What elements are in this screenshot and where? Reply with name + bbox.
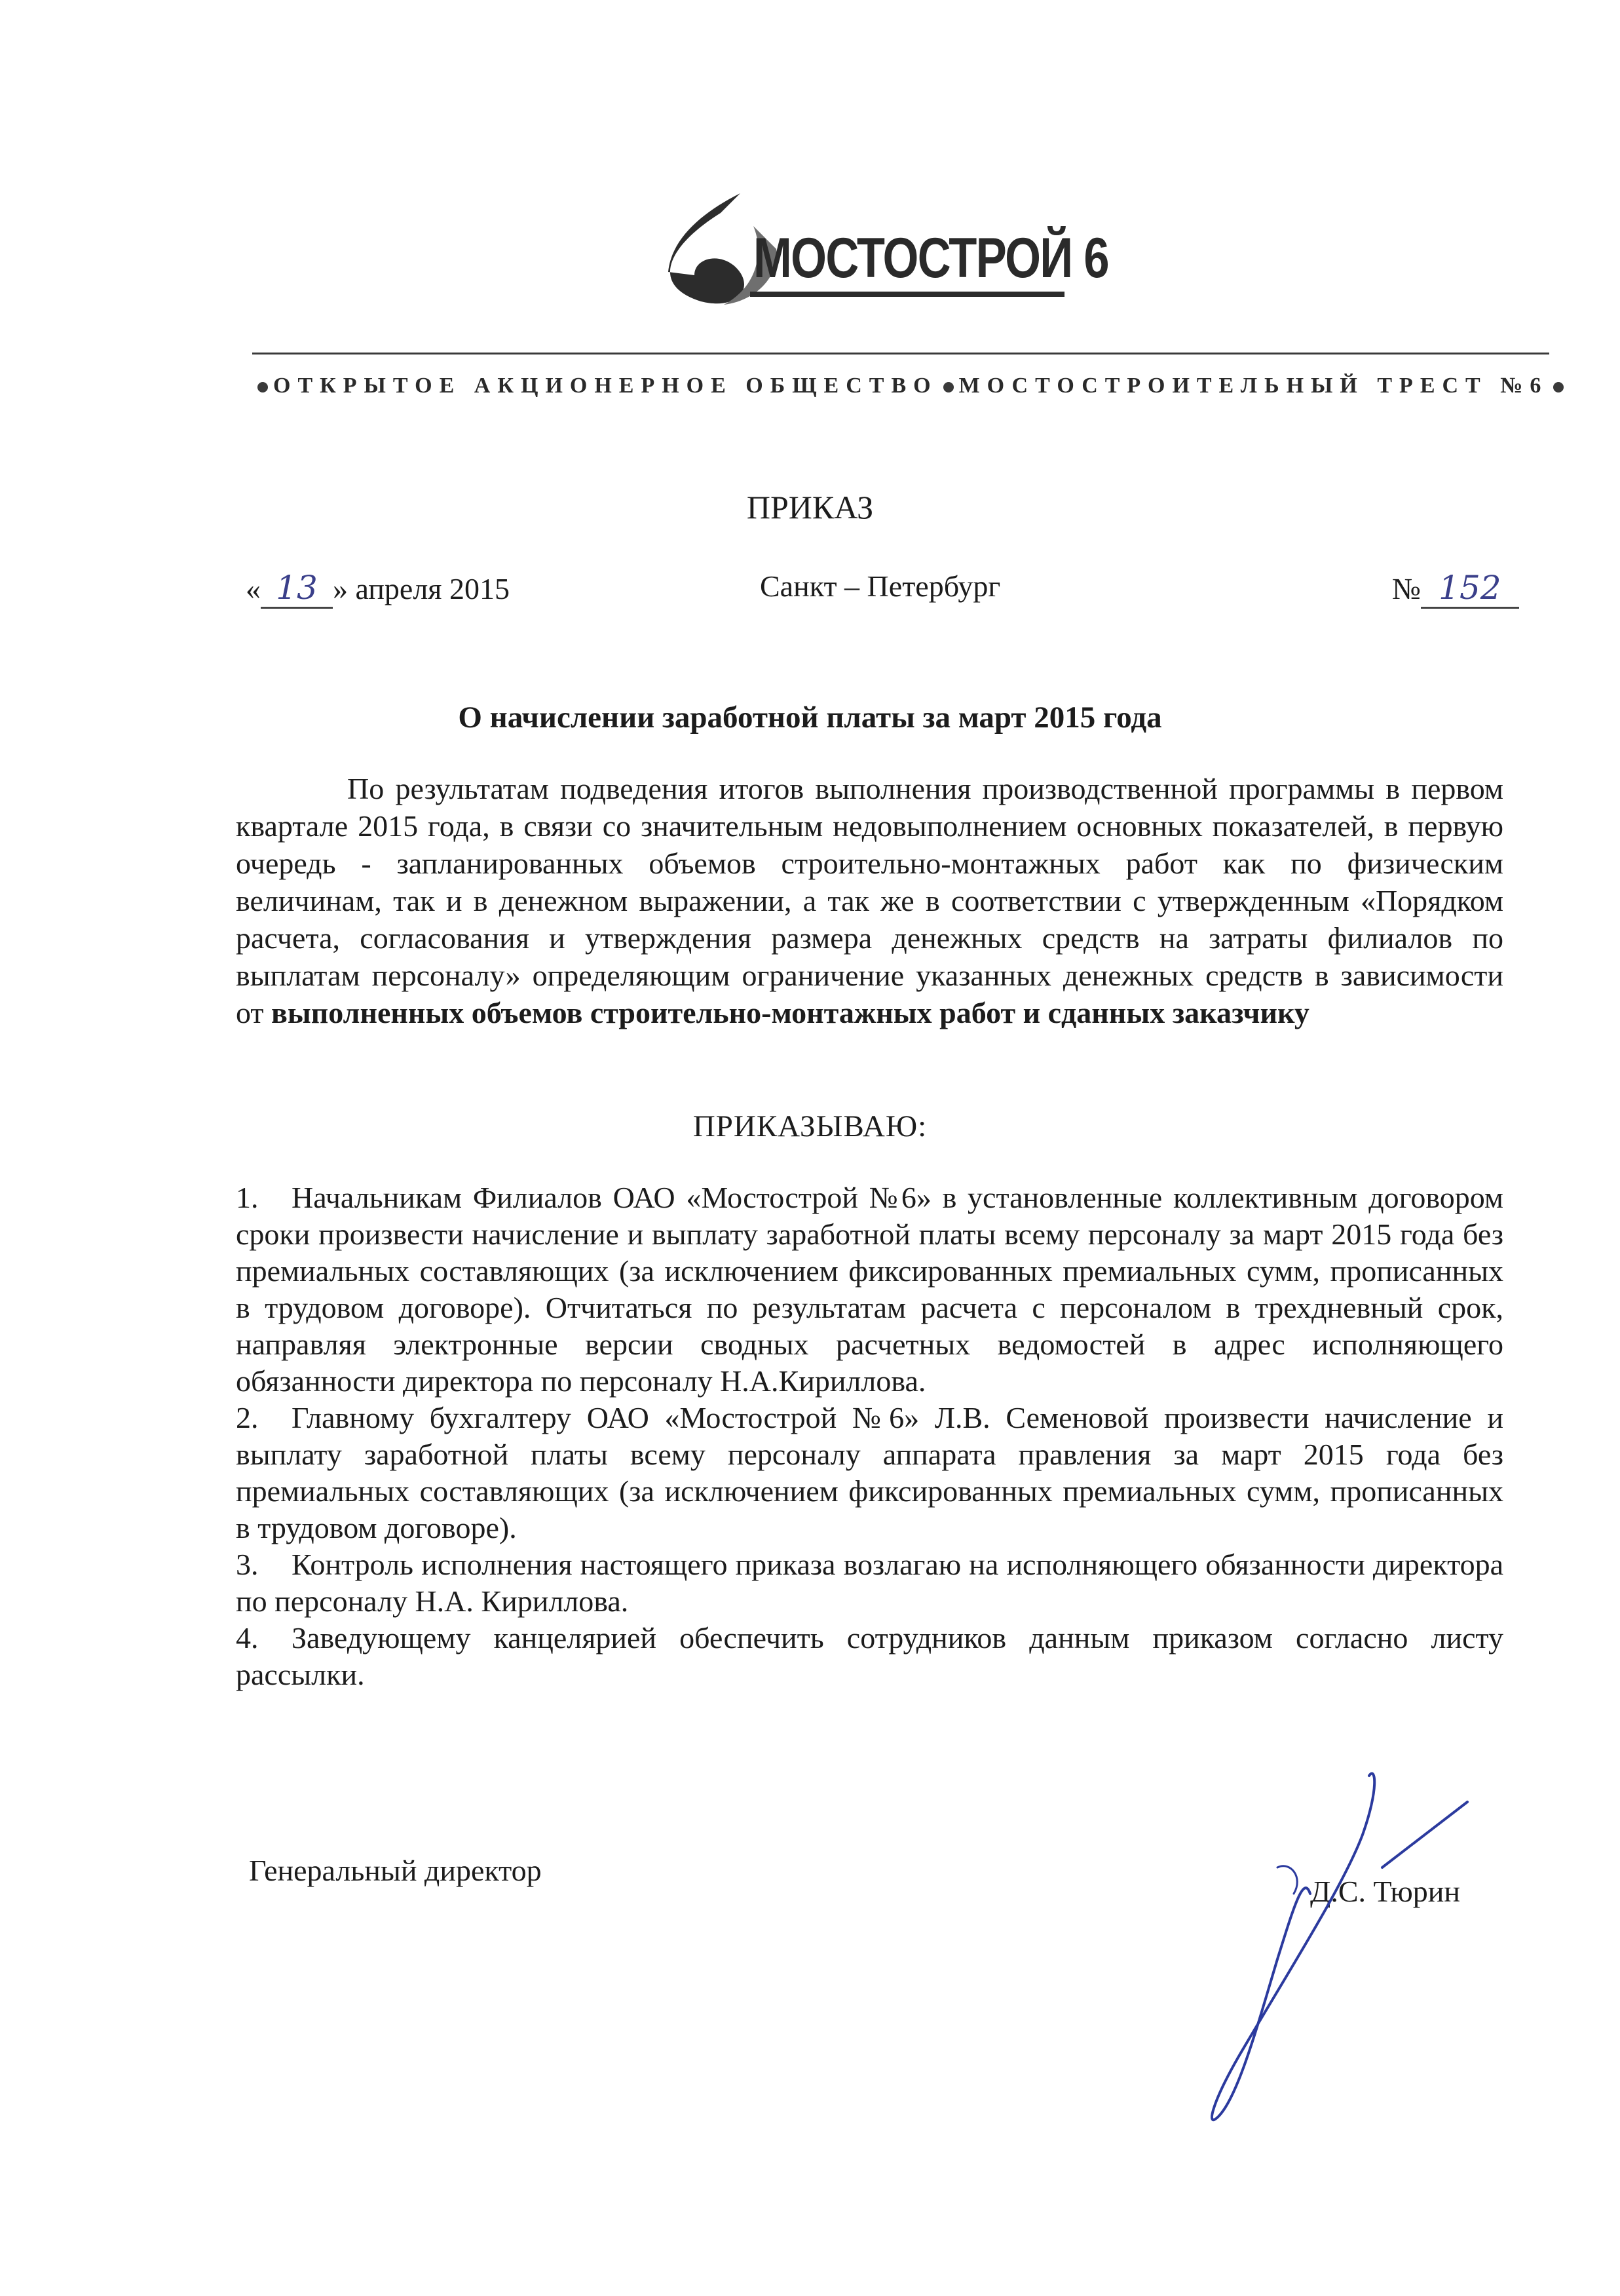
preamble-text: По результатам подведения итогов выполнения производственной программы в первом квартале 2015 года, в связи со значительным недовыполнением основных показателей, в первую очередь - запланированных объемов строительно-монтажных работ как по физическим величинам, так и в денежном выражении, а так же в соответствии с утвержденным «Порядком расчета, согласования и утверждения размера денежных средств на затраты филиалов по выплатам персоналу» определяющим ограничение указанных денежных средств в зависимости от bbox=[236, 772, 1503, 1029]
item-text: Начальникам Филиалов ОАО «Мостострой №6» в установленные коллективным договором сроки произвести начисление и выплату заработной платы всему персоналу за март 2015 года без премиальных составляющих (за исключением фиксированных премиальных сумм, прописанных в трудовом договоре). Отчитаться по результатам расчета с персоналом в трехдневный срок, направляя электронные версии сводных расчетных ведомостей в адрес исполняющего обязанности директора по персоналу Н.А.Кириллова. bbox=[236, 1181, 1503, 1398]
document-type-title: ПРИКАЗ bbox=[746, 489, 874, 526]
preamble-paragraph bbox=[236, 770, 1503, 1031]
decree-items bbox=[236, 1179, 1503, 1693]
signer-name: Д.С. Тюрин bbox=[1310, 1875, 1460, 1908]
org-trust: МОСТОСТРОИТЕЛЬНЫЙ ТРЕСТ №6 bbox=[958, 373, 1549, 398]
org-type: ОТКРЫТОЕ АКЦИОНЕРНОЕ ОБЩЕСТВО bbox=[273, 373, 938, 398]
item-text: Главному бухгалтеру ОАО «Мостострой №6» Л.В. Семеновой произвести начисление и выплату заработной платы всему персоналу аппарата правления за март 2015 года без премиальных составляющих (за исключением фиксированных премиальных сумм, прописанных в трудовом договоре). bbox=[236, 1401, 1503, 1544]
preamble bbox=[236, 770, 1503, 1031]
number-handwritten: 152 bbox=[1421, 569, 1519, 609]
decree-item bbox=[236, 1400, 1503, 1546]
item-number: 4. bbox=[236, 1621, 259, 1655]
item-text: Заведующему канцелярией обеспечить сотрудников данным приказом согласно листу рассылки. bbox=[236, 1621, 1503, 1691]
date-day-handwritten: 13 bbox=[261, 569, 333, 609]
bullet-icon bbox=[1553, 382, 1564, 392]
decree-heading: ПРИКАЗЫВАЮ: bbox=[692, 1109, 928, 1143]
decree-item bbox=[236, 1546, 1503, 1620]
company-name: МОСТОСТРОЙ 6 bbox=[753, 227, 1108, 290]
decree-item bbox=[236, 1620, 1503, 1693]
item-number: 1. bbox=[236, 1181, 259, 1214]
decree-item bbox=[236, 1179, 1503, 1400]
organization-line bbox=[252, 373, 1549, 398]
item-number: 3. bbox=[236, 1548, 259, 1581]
document-city: Санкт – Петербург bbox=[760, 569, 1001, 603]
date-month-year: » апреля 2015 bbox=[333, 572, 510, 605]
logo-six-shape bbox=[668, 193, 744, 303]
bullet-icon bbox=[943, 382, 954, 392]
item-text: Контроль исполнения настоящего приказа возлагаю на исполняющего обязанности директора по персоналу Н.А. Кириллова. bbox=[236, 1548, 1503, 1618]
document-number bbox=[1392, 569, 1519, 609]
number-label: № bbox=[1392, 572, 1421, 605]
document-subject: О начислении заработной платы за март 2015 года bbox=[458, 700, 1162, 735]
document-date bbox=[246, 569, 510, 609]
preamble-bold-text: выполненных объемов строительно-монтажных работ и сданных заказчику bbox=[271, 996, 1309, 1029]
bullet-icon bbox=[257, 382, 268, 392]
header-rule bbox=[252, 353, 1549, 354]
signer-position: Генеральный директор bbox=[249, 1854, 542, 1887]
item-number: 2. bbox=[236, 1401, 259, 1434]
date-quote-open: « bbox=[246, 572, 261, 605]
handwritten-signature bbox=[1179, 1763, 1474, 2143]
